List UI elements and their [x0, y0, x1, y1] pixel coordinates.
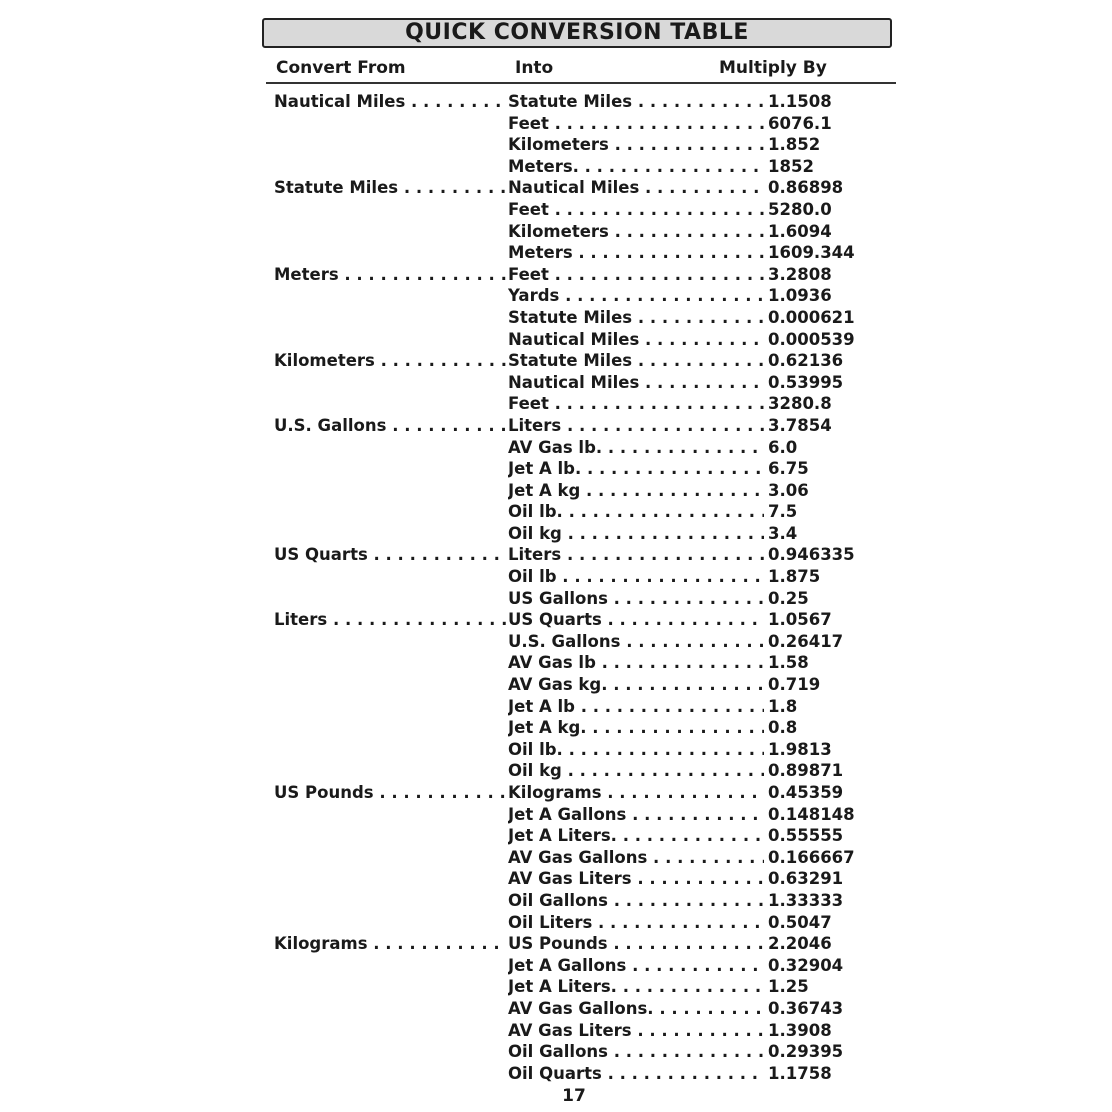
- multiply-by-cell: 1.852: [768, 135, 821, 155]
- multiply-by-cell: 1.1758: [768, 1063, 832, 1083]
- table-row: [262, 760, 898, 782]
- multiply-by-cell: 0.26417: [768, 631, 844, 651]
- multiply-by-cell: 3.7854: [768, 415, 832, 435]
- multiply-by-cell: 0.946335: [768, 545, 855, 565]
- table-row: [262, 458, 898, 480]
- table-row: [262, 976, 898, 998]
- table-row: [262, 350, 898, 372]
- multiply-by-cell: 0.55555: [768, 826, 844, 846]
- table-row: [262, 91, 898, 113]
- table-row: [262, 717, 898, 739]
- into-cell: Jet A kg. . . .: [508, 717, 764, 739]
- table-row: [262, 652, 898, 674]
- table-row: [262, 134, 898, 156]
- into-cell: AV Gas lb . . .: [508, 652, 764, 674]
- table-row: [262, 523, 898, 545]
- into-cell: Jet A kg . . .: [508, 480, 764, 502]
- into-cell: Jet A Liters. . . .: [508, 825, 764, 847]
- into-cell: Liters . . .: [508, 544, 764, 566]
- table-row: [262, 372, 898, 394]
- into-cell: Statute Miles . . .: [508, 350, 764, 372]
- table-row: [262, 955, 898, 977]
- table-row: [262, 825, 898, 847]
- table-row: [262, 696, 898, 718]
- table-row: [262, 480, 898, 502]
- multiply-by-cell: 0.8: [768, 718, 798, 738]
- table-row: [262, 393, 898, 415]
- into-cell: Oil lb. . . .: [508, 501, 764, 523]
- table-row: [262, 890, 898, 912]
- table-row: [262, 156, 898, 178]
- into-cell: AV Gas Gallons. . . .: [508, 998, 764, 1020]
- table-row: [262, 177, 898, 199]
- multiply-by-cell: 0.5047: [768, 912, 832, 932]
- multiply-by-cell: 1.25: [768, 977, 809, 997]
- convert-from-cell: US Quarts . . .: [274, 544, 506, 566]
- table-row: [262, 242, 898, 264]
- table-row: [262, 437, 898, 459]
- table-row: [262, 782, 898, 804]
- multiply-by-cell: 0.36743: [768, 998, 844, 1018]
- header-convert-from: Convert From: [276, 58, 406, 78]
- convert-from-cell: U.S. Gallons . . .: [274, 415, 506, 437]
- multiply-by-cell: 0.89871: [768, 761, 844, 781]
- convert-from-cell: Nautical Miles . . .: [274, 91, 506, 113]
- multiply-by-cell: 3.2808: [768, 264, 832, 284]
- into-cell: Kilograms . . .: [508, 782, 764, 804]
- multiply-by-cell: 0.000621: [768, 307, 855, 327]
- multiply-by-cell: 0.32904: [768, 955, 844, 975]
- table-row: [262, 501, 898, 523]
- into-cell: AV Gas Gallons . . .: [508, 847, 764, 869]
- into-cell: Meters . . .: [508, 242, 764, 264]
- into-cell: Oil lb. . . .: [508, 739, 764, 761]
- multiply-by-cell: 1.1508: [768, 92, 832, 111]
- into-cell: Feet . . .: [508, 393, 764, 415]
- convert-from-cell: Statute Miles . . .: [274, 177, 506, 199]
- convert-from-cell: Kilograms . . .: [274, 933, 506, 955]
- multiply-by-cell: 0.000539: [768, 329, 855, 349]
- into-cell: U.S. Gallons . . .: [508, 631, 764, 653]
- table-row: [262, 1041, 898, 1063]
- multiply-by-cell: 1.8: [768, 696, 798, 716]
- table-row: [262, 739, 898, 761]
- multiply-by-cell: 0.148148: [768, 804, 855, 824]
- into-cell: US Pounds . . .: [508, 933, 764, 955]
- multiply-by-cell: 1852: [768, 156, 814, 176]
- into-cell: Nautical Miles . . .: [508, 177, 764, 199]
- multiply-by-cell: 0.63291: [768, 869, 844, 889]
- convert-from-cell: US Pounds . . .: [274, 782, 506, 804]
- table-row: [262, 998, 898, 1020]
- table-row: [262, 804, 898, 826]
- table-row: [262, 113, 898, 135]
- multiply-by-cell: 1.0567: [768, 610, 832, 630]
- into-cell: Feet . . .: [508, 264, 764, 286]
- multiply-by-cell: 6.0: [768, 437, 798, 457]
- table-row: [262, 264, 898, 286]
- multiply-by-cell: 0.62136: [768, 351, 844, 371]
- header-into: Into: [515, 58, 554, 78]
- into-cell: Meters. . . .: [508, 156, 764, 178]
- multiply-by-cell: 3.06: [768, 480, 809, 500]
- multiply-by-cell: 0.45359: [768, 783, 844, 802]
- multiply-by-cell: 0.166667: [768, 847, 855, 867]
- table-row: [262, 415, 898, 437]
- multiply-by-cell: 1.0936: [768, 286, 832, 306]
- into-cell: AV Gas kg. . . .: [508, 674, 764, 696]
- into-cell: AV Gas Liters . . .: [508, 1020, 764, 1042]
- conversion-rows: [262, 91, 898, 1084]
- into-cell: AV Gas lb. . . .: [508, 437, 764, 459]
- convert-from-cell: Meters . . .: [274, 264, 506, 286]
- column-header-row: [272, 58, 898, 82]
- multiply-by-cell: 1.33333: [768, 890, 844, 910]
- into-cell: Oil Gallons . . .: [508, 890, 764, 912]
- into-cell: Oil kg . . .: [508, 523, 764, 545]
- table-row: [262, 1063, 898, 1085]
- multiply-by-cell: 0.25: [768, 588, 809, 608]
- into-cell: Yards . . .: [508, 285, 764, 307]
- into-cell: Kilometers . . .: [508, 221, 764, 243]
- into-cell: US Quarts . . .: [508, 609, 764, 631]
- into-cell: Jet A Liters. . . .: [508, 976, 764, 998]
- table-row: [262, 868, 898, 890]
- into-cell: Statute Miles . . .: [508, 91, 764, 113]
- multiply-by-cell: 6076.1: [768, 113, 832, 133]
- into-cell: Nautical Miles . . .: [508, 372, 764, 394]
- table-row: [262, 199, 898, 221]
- table-row: [262, 674, 898, 696]
- into-cell: AV Gas Liters . . .: [508, 868, 764, 890]
- into-cell: Jet A lb. . . .: [508, 458, 764, 480]
- table-row: [262, 544, 898, 566]
- multiply-by-cell: 1.875: [768, 567, 821, 587]
- conversion-page: [262, 18, 898, 1108]
- into-cell: Feet . . .: [508, 113, 764, 135]
- table-row: [262, 609, 898, 631]
- header-multiply-by: Multiply By: [719, 58, 827, 78]
- multiply-by-cell: 0.719: [768, 675, 821, 695]
- multiply-by-cell: 6.75: [768, 459, 809, 479]
- into-cell: Feet . . .: [508, 199, 764, 221]
- into-cell: Jet A lb . . .: [508, 696, 764, 718]
- multiply-by-cell: 0.86898: [768, 178, 844, 198]
- into-cell: US Gallons . . .: [508, 588, 764, 610]
- convert-from-cell: Liters . . .: [274, 609, 506, 631]
- multiply-by-cell: 1609.344: [768, 243, 855, 263]
- multiply-by-cell: 1.58: [768, 653, 809, 673]
- into-cell: Liters . . .: [508, 415, 764, 437]
- page-number: 17: [562, 1086, 586, 1106]
- into-cell: Oil lb . . .: [508, 566, 764, 588]
- table-row: [262, 285, 898, 307]
- into-cell: Jet A Gallons . . .: [508, 955, 764, 977]
- table-row: [262, 912, 898, 934]
- table-row: [262, 1020, 898, 1042]
- into-cell: Oil Liters . . .: [508, 912, 764, 934]
- multiply-by-cell: 7.5: [768, 502, 798, 522]
- multiply-by-cell: 1.6094: [768, 221, 832, 241]
- into-cell: Oil Gallons . . .: [508, 1041, 764, 1063]
- into-cell: Oil Quarts . . .: [508, 1063, 764, 1085]
- multiply-by-cell: 0.29395: [768, 1042, 844, 1062]
- multiply-by-cell: 0.53995: [768, 372, 844, 392]
- table-row: [262, 329, 898, 351]
- convert-from-cell: Kilometers . . .: [274, 350, 506, 372]
- table-row: [262, 588, 898, 610]
- table-row: [262, 631, 898, 653]
- into-cell: Jet A Gallons . . .: [508, 804, 764, 826]
- multiply-by-cell: 3280.8: [768, 394, 832, 414]
- multiply-by-cell: 3.4: [768, 523, 798, 543]
- header-divider: [266, 82, 896, 84]
- into-cell: Nautical Miles . . .: [508, 329, 764, 351]
- table-row: [262, 307, 898, 329]
- multiply-by-cell: 1.9813: [768, 739, 832, 759]
- into-cell: Oil kg . . .: [508, 760, 764, 782]
- into-cell: Statute Miles . . .: [508, 307, 764, 329]
- table-row: [262, 566, 898, 588]
- table-row: [262, 847, 898, 869]
- into-cell: Kilometers . . .: [508, 134, 764, 156]
- table-title: QUICK CONVERSION TABLE: [262, 18, 892, 48]
- multiply-by-cell: 5280.0: [768, 199, 832, 219]
- table-row: [262, 221, 898, 243]
- multiply-by-cell: 2.2046: [768, 934, 832, 954]
- multiply-by-cell: 1.3908: [768, 1020, 832, 1040]
- table-row: [262, 933, 898, 955]
